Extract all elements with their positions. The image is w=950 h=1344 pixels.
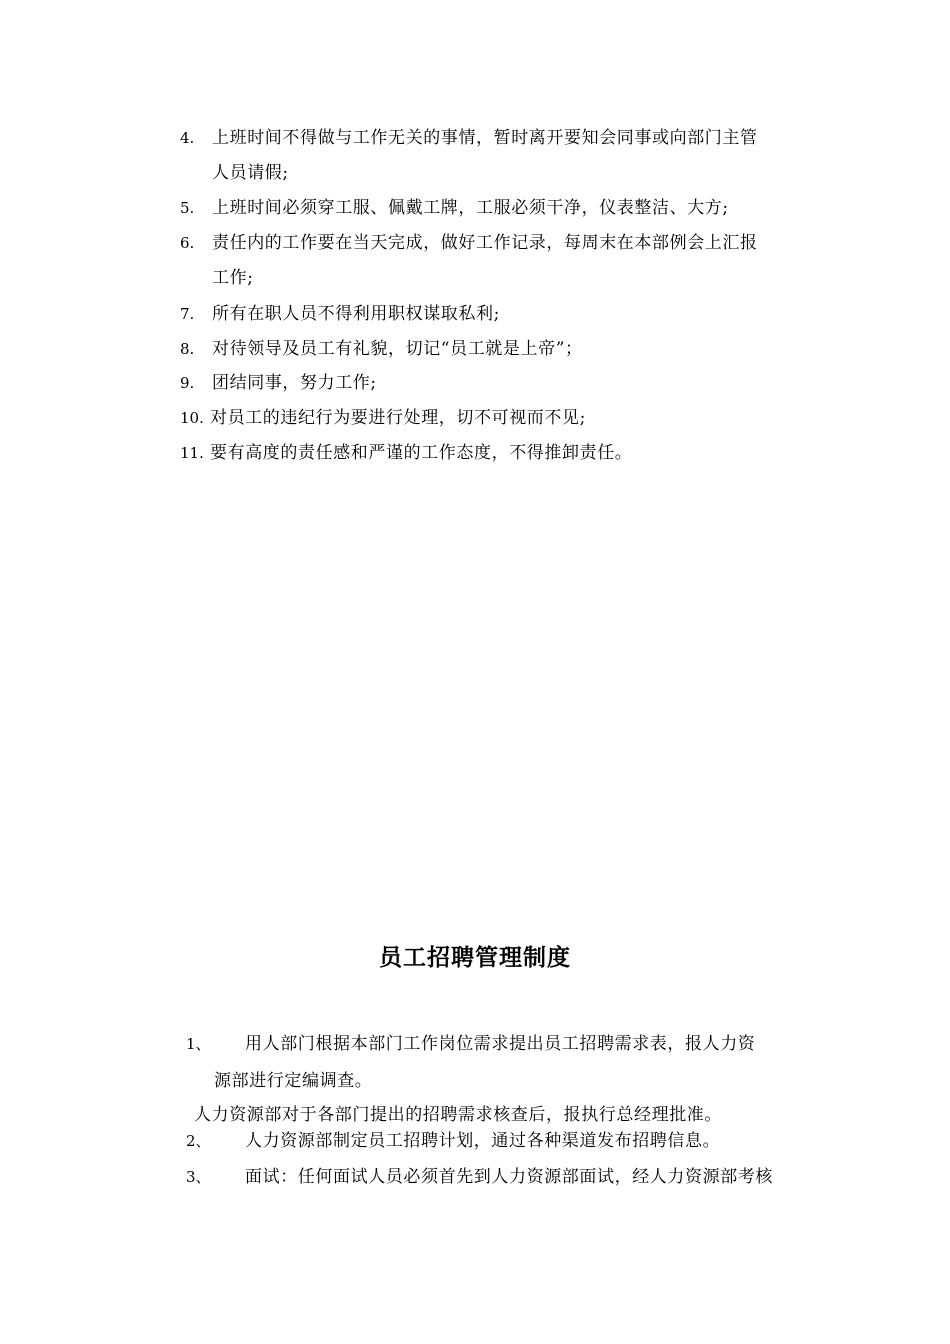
list-number: 1、 (186, 1035, 211, 1053)
list-item-text: 对员工的违纪行为要进行处理，切不可视而不见; (210, 408, 586, 428)
list-item-continuation: 人员请假; (212, 163, 289, 183)
list-item-text: 用人部门根据本部门工作岗位需求提出员工招聘需求表，报人力资 (245, 1034, 756, 1054)
list-item-continuation: 工作; (212, 268, 254, 288)
list-item-text: 上班时间不得做与工作无关的事情，暂时离开要知会同事或向部门主管 (212, 128, 758, 148)
list-item-continuation: 源部进行定编调查。 (214, 1071, 373, 1091)
list-number: 6. (180, 234, 195, 252)
list-item-text: 上班时间必须穿工服、佩戴工牌，工服必须干净，仪表整洁、大方; (212, 198, 729, 218)
list-item-text: 责任内的工作要在当天完成，做好工作记录，每周末在本部例会上汇报 (212, 233, 758, 253)
list-item-text: 人力资源部制定员工招聘计划，通过各种渠道发布招聘信息。 (245, 1131, 721, 1151)
list-number: 3、 (186, 1168, 211, 1186)
list-item-text: 所有在职人员不得利用职权谋取私利; (212, 304, 500, 324)
list-number: 2、 (186, 1132, 211, 1150)
list-item-text: 团结同事，努力工作; (212, 373, 377, 393)
paragraph-text: 人力资源部对于各部门提出的招聘需求核查后，报执行总经理批准。 (194, 1105, 722, 1125)
list-number: 9. (180, 374, 195, 392)
list-item-text: 面试：任何面试人员必须首先到人力资源部面试，经人力资源部考核 (245, 1167, 773, 1187)
list-number: 8. (180, 340, 195, 358)
list-item-text: 要有高度的责任感和严谨的工作态度，不得推卸责任。 (210, 443, 633, 463)
list-number: 4. (180, 129, 195, 147)
list-number: 7. (180, 305, 195, 323)
section-title: 员工招聘管理制度 (379, 944, 571, 971)
list-number: 5. (180, 199, 195, 217)
list-number: 10. (180, 409, 204, 427)
list-item-text: 对待领导及员工有礼貌，切记“员工就是上帝”； (212, 339, 583, 359)
list-number: 11. (180, 444, 204, 462)
